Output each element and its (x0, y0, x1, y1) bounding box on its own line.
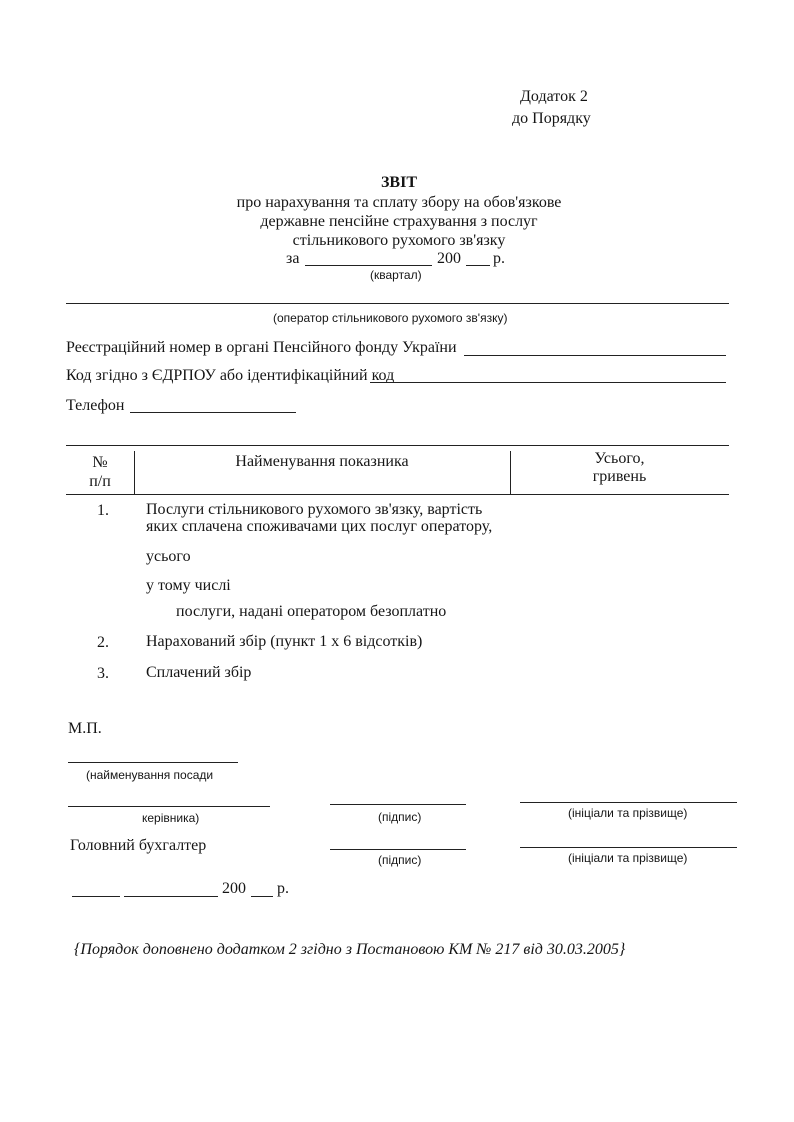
operator-input-line[interactable] (66, 303, 729, 304)
quarter-input-line[interactable] (305, 265, 432, 266)
date-year-line[interactable] (251, 896, 273, 897)
edrpou-input-line[interactable] (370, 382, 726, 383)
reg-number-input-line[interactable] (464, 355, 726, 356)
table-top-border (66, 445, 729, 446)
date-suffix: р. (277, 880, 289, 897)
position-input-line[interactable] (68, 762, 238, 763)
row-1-free-services: послуги, надані оператором безоплатно (176, 603, 447, 620)
stamp-label: М.П. (68, 720, 102, 737)
row-2-text: Нарахований збір (пункт 1 х 6 відсотків) (146, 633, 423, 650)
accountant-initials-caption: (ініціали та прізвище) (568, 851, 688, 865)
col-total-line-2: гривень (592, 468, 647, 485)
annex-line-1: Додаток 2 (520, 88, 588, 105)
title-line-3: стільникового рухомого зв'язку (292, 232, 506, 249)
report-heading: ЗВІТ (380, 174, 417, 191)
operator-caption: (оператор стільникового рухомого зв'язку) (273, 311, 508, 325)
head-caption: керівника) (142, 811, 200, 825)
date-day-line[interactable] (72, 896, 120, 897)
date-month-line[interactable] (124, 896, 218, 897)
head-position-input-line[interactable] (68, 806, 270, 807)
row-3-text: Сплачений збір (146, 664, 252, 681)
col-total-line-1: Усього, (594, 450, 645, 467)
row-3-number: 3. (97, 665, 109, 682)
accountant-signature-line[interactable] (330, 849, 466, 850)
title-line-2: державне пенсійне страхування з послуг (260, 213, 538, 230)
col-name-header: Найменування показника (235, 453, 409, 470)
year-input-line[interactable] (466, 265, 490, 266)
title-line-1: про нарахування та сплату збору на обов'язкове (236, 194, 562, 211)
head-initials-caption: (ініціали та прізвище) (568, 806, 688, 820)
period-year: 200 (437, 250, 461, 267)
row-1-including-label: у тому числі (146, 577, 231, 594)
head-initials-line[interactable] (520, 802, 737, 803)
position-caption: (найменування посади (86, 768, 214, 782)
date-year: 200 (222, 880, 246, 897)
row-1-text-line-2: яких сплачена споживачами цих послуг оператору, (146, 518, 493, 535)
accountant-initials-line[interactable] (520, 847, 737, 848)
row-1-number: 1. (97, 502, 109, 519)
annex-line-2: до Порядку (512, 110, 591, 127)
row-2-number: 2. (97, 634, 109, 651)
period-prefix: за (286, 250, 300, 267)
period-caption: (квартал) (370, 268, 422, 282)
head-signature-line[interactable] (330, 804, 466, 805)
col-no-line-2: п/п (89, 473, 111, 490)
row-1-text-line-1: Послуги стільникового рухомого зв'язку, вартість (146, 501, 483, 518)
table-header-bottom-border (66, 494, 729, 495)
phone-input-line[interactable] (130, 412, 296, 413)
phone-label: Телефон (66, 397, 125, 414)
chief-accountant-label: Головний бухгалтер (70, 837, 207, 854)
amendment-footnote: {Порядок доповнено додатком 2 згідно з Постановою КМ № 217 від 30.03.2005} (74, 941, 626, 958)
row-1-total-label: усього (146, 548, 191, 565)
reg-number-label: Реєстраційний номер в органі Пенсійного фонду України (66, 339, 457, 356)
period-suffix: р. (493, 250, 505, 267)
edrpou-label: Код згідно з ЄДРПОУ або ідентифікаційний код (66, 367, 395, 384)
head-signature-caption: (підпис) (378, 810, 422, 824)
col-no-line-1: № (92, 454, 108, 471)
accountant-signature-caption: (підпис) (378, 853, 422, 867)
